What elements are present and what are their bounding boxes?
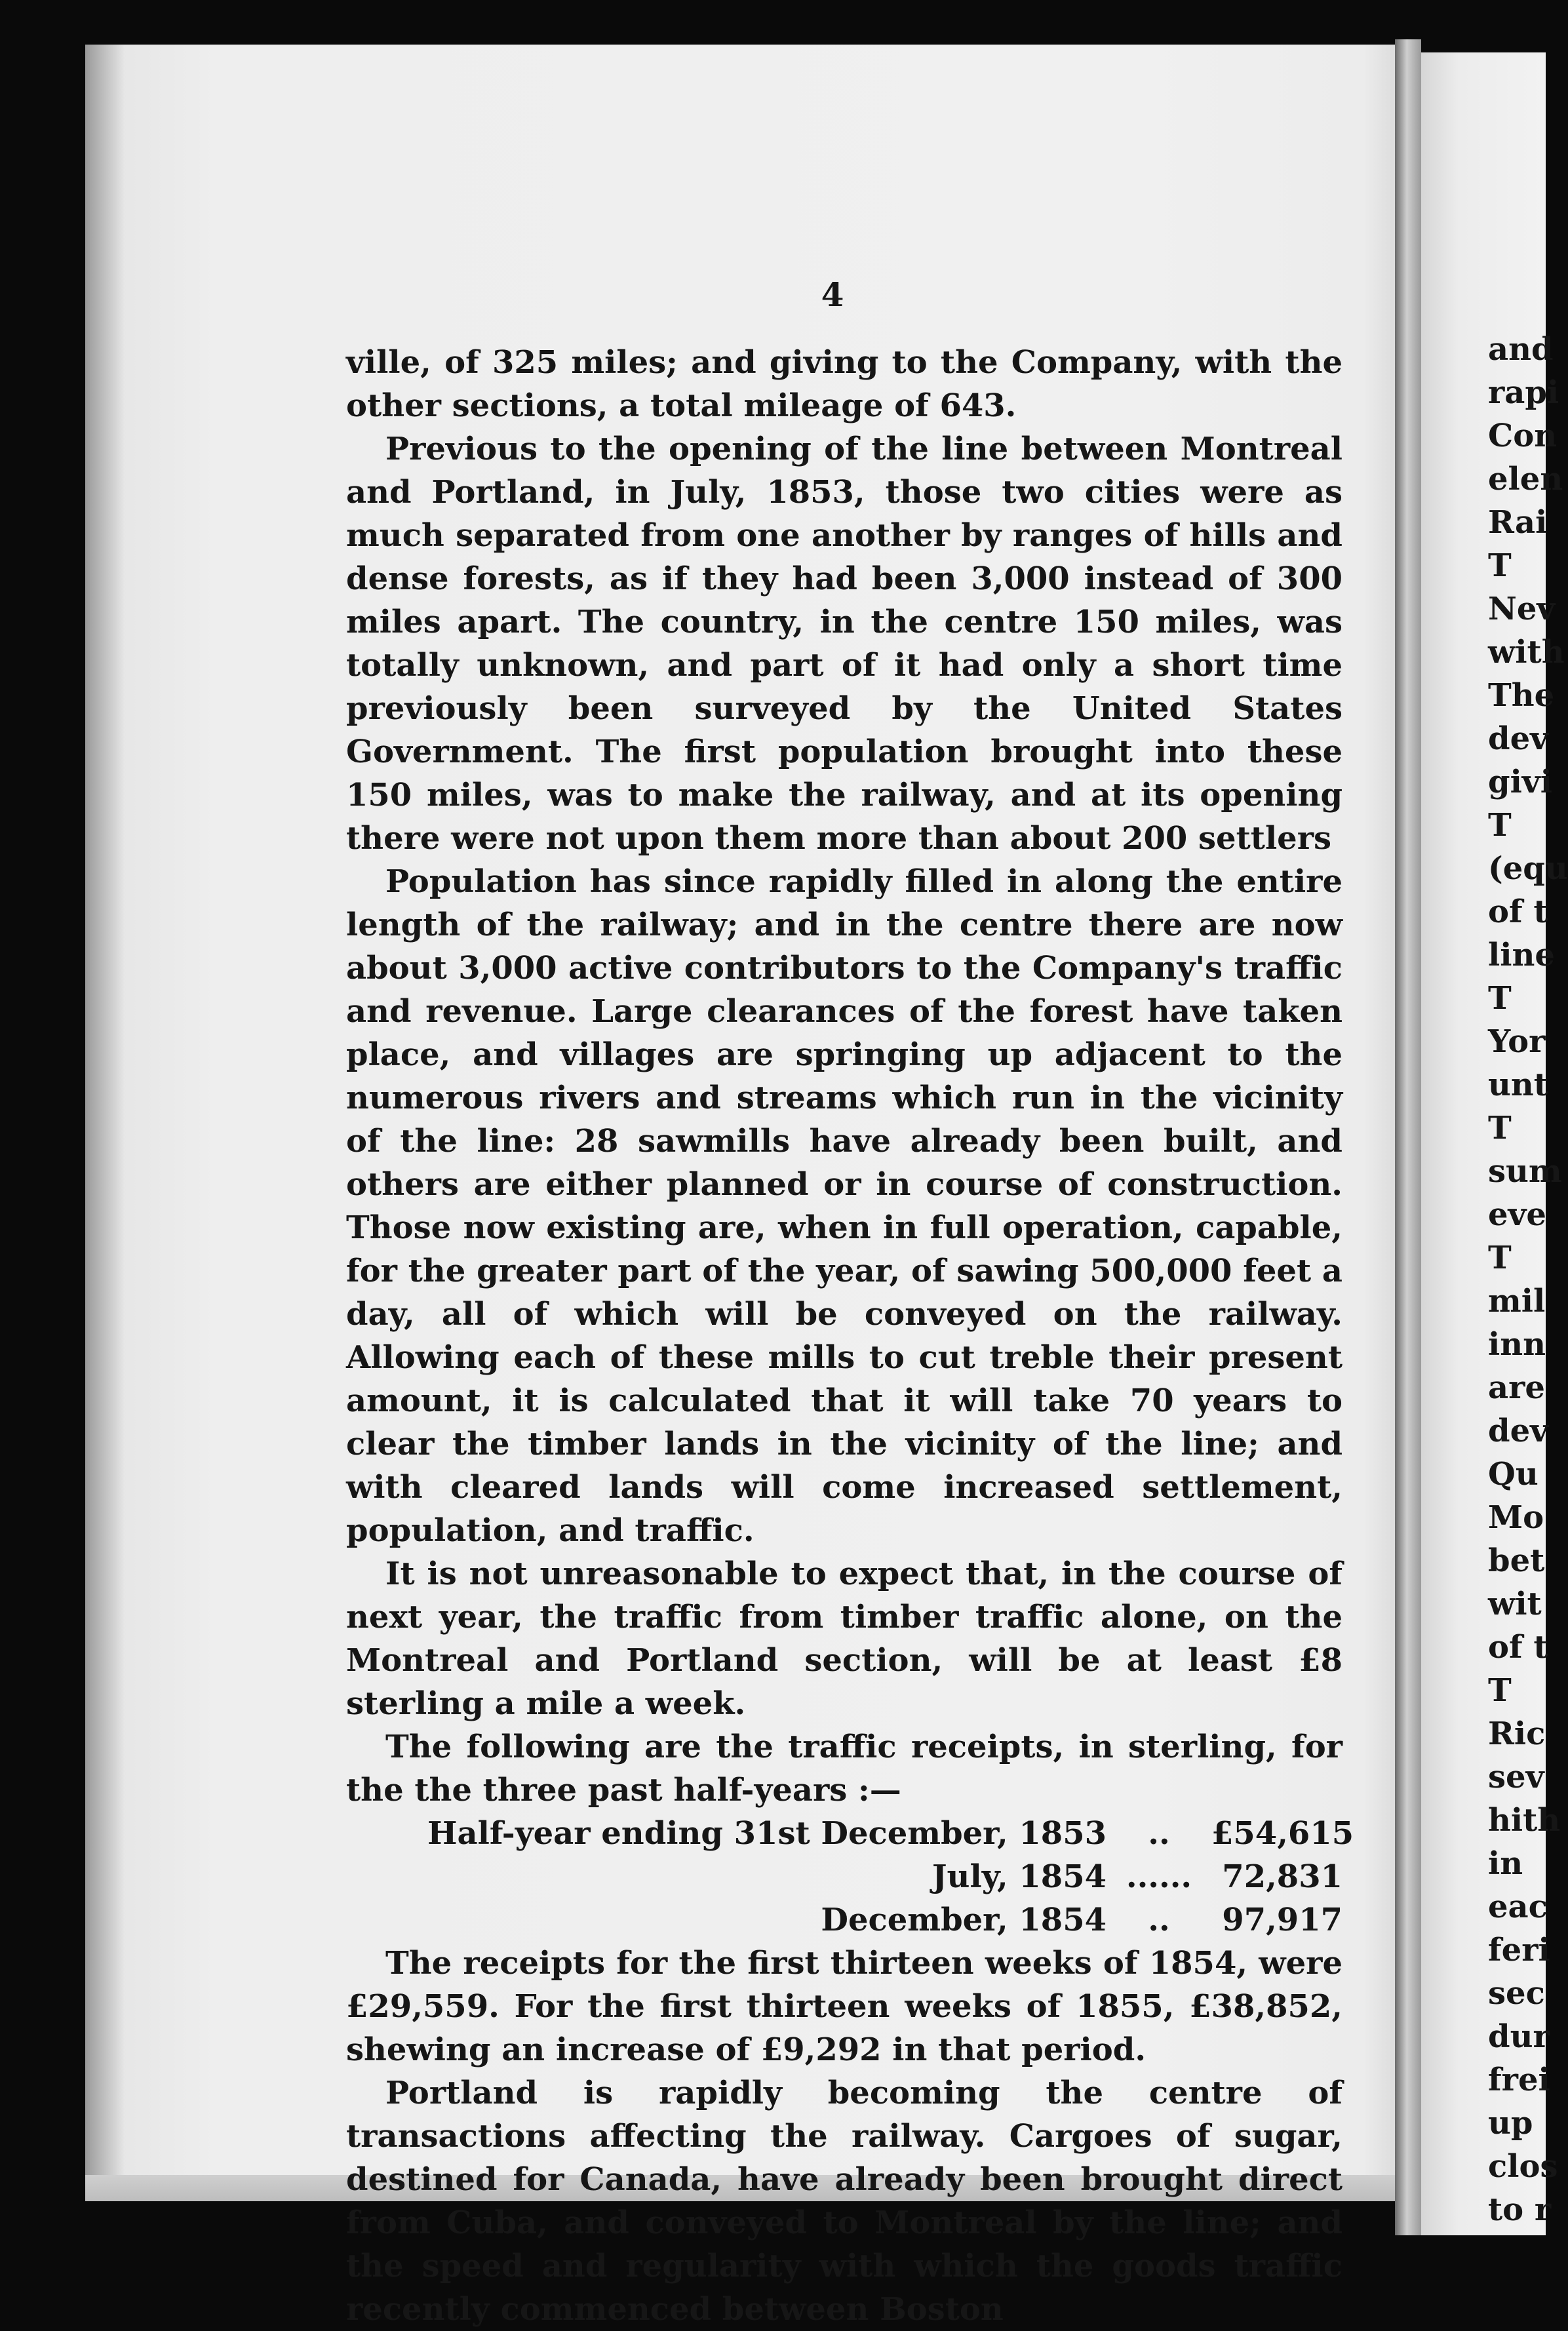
right-page-fragment: The [1488, 677, 1555, 714]
right-page-fragment: of t [1488, 1629, 1548, 1666]
right-page-fragment: sec [1488, 1975, 1545, 2012]
right-page-fragment: feri [1488, 1932, 1550, 1969]
receipts-row [346, 1855, 1343, 1898]
right-page-fragment: hith [1488, 1802, 1561, 1839]
right-page-fragment: are [1488, 1369, 1545, 1406]
right-page-fragment: dev [1488, 1413, 1548, 1449]
right-page-fragment: T [1488, 1672, 1512, 1709]
right-page-fragment: bet [1488, 1542, 1545, 1579]
right-page-fragment: of t [1488, 893, 1548, 930]
paragraph: The following are the traffic receipts, in sterling, for the the three past half-years :— [346, 1729, 1343, 1809]
right-page-fragment: with [1488, 634, 1565, 671]
receipts-row [346, 1812, 1354, 1855]
right-page-fragment: sev [1488, 1759, 1544, 1795]
receipts-amount: 97,917 [1222, 1902, 1343, 1938]
book-gutter [1395, 39, 1421, 2235]
paragraph: Previous to the opening of the line between Montreal and Portland, in July, 1853, those two cities were as much separated from one another by ranges of hills and dense forests, as if they had been 3,000 instead of 300 miles apart. The country, in the centre 150 miles, was totally unknown, and part of it had only a short time previously been surveyed by the United States Government. The first population brought into these 150 miles, was to make the railway, and at its opening there were not upon them more than about 200 settlers [346, 431, 1343, 857]
right-page-fragment: T [1488, 980, 1512, 1017]
right-page-fragment: frei [1488, 2062, 1550, 2098]
right-page-fragment: Con [1488, 418, 1558, 454]
right-page-fragment: dur [1488, 2018, 1550, 2055]
right-page-fragment: unt [1488, 1067, 1548, 1103]
right-page-fragment: Rai [1488, 504, 1548, 541]
receipts-period: December, 1854 [821, 1902, 1107, 1938]
right-page-fragment: clos [1488, 2148, 1558, 2185]
right-page-fragment: rapi [1488, 374, 1559, 411]
paragraph: Portland is rapidly becoming the centre of transactions affecting the railway. Cargoes of sugar, destined for Canada, have already been brought direct from Cuba, and conveyed to Montreal by the line; and the speed and regularity with which the goods traffic recently commenced between Boston [346, 2075, 1343, 2328]
page-number: 4 [821, 275, 844, 314]
right-page-fragment: inn [1488, 1326, 1546, 1363]
right-page-fragment: Qu [1488, 1456, 1539, 1493]
right-page-fragment: elen [1488, 461, 1563, 498]
receipts-amount: £54,615 [1211, 1815, 1354, 1852]
receipts-period: Half-year ending 31st December, 1853 [427, 1815, 1107, 1852]
right-page-fragment: up [1488, 2105, 1533, 2142]
right-page-fragment: eac [1488, 1889, 1548, 1925]
right-page-fragment: dev [1488, 720, 1548, 757]
main-text-column [346, 341, 1354, 2331]
right-page-fragment: givi [1488, 764, 1552, 800]
right-page-fragment: T [1488, 1110, 1512, 1146]
receipts-leader-dots: .. [1148, 1902, 1170, 1938]
right-page-fragment: and [1488, 331, 1554, 368]
right-page-fragment: T [1488, 547, 1512, 584]
right-page-text-fragments [1488, 328, 1567, 2231]
right-page-fragment: Mo [1488, 1499, 1544, 1536]
receipts-leader-dots: ...... [1126, 1858, 1192, 1895]
left-page-edge-shadow [85, 45, 125, 2175]
right-page-fragment: to r [1488, 2191, 1552, 2228]
paragraph-continuation: ville, of 325 miles; and giving to the Company, with the other sections, a total mileage of 643. [346, 344, 1343, 424]
receipts-period: July, 1854 [931, 1858, 1107, 1895]
receipts-leader-dots: .. [1148, 1815, 1170, 1852]
right-page-fragment: Ric [1488, 1715, 1546, 1752]
receipts-row [346, 1898, 1343, 1942]
right-page-fragment: T [1488, 807, 1512, 844]
paragraph: The receipts for the first thirteen weeks of 1854, were £29,559. For the first thirteen weeks of 1855, £38,852, shewing an increase of £9,292 in that period. [346, 1945, 1343, 2068]
right-page-fragment: (equ [1488, 850, 1568, 887]
right-page-fragment: mil [1488, 1283, 1546, 1320]
receipts-amount: 72,831 [1222, 1858, 1343, 1895]
paragraph: Population has since rapidly filled in along the entire length of the railway; and in the centre there are now about 3,000 active contributors to the Company's traffic and revenue. Large clearances of the forest have taken place, and villages are springing up adjacent to the numerous rivers and streams which run in the vicinity of the line: 28 sawmills have already been built, and others are either planned or in course of construction. Those now existing are, when in full operation, capable, for the greater part of the year, of sawing 500,000 feet a day, all of which will be conveyed on the railway. Allowing each of these mills to cut treble their present amount, it is calculated that it will take 70 years to clear the timber lands in the vicinity of the line; and with cleared lands will come increased settlement, population, and traffic. [346, 863, 1343, 1549]
right-page-fragment: line [1488, 937, 1555, 973]
right-page-fragment: T [1488, 1240, 1512, 1276]
paragraph: It is not unreasonable to expect that, in the course of next year, the traffic from timber traffic alone, on the Montreal and Portland section, will be at least £8 sterling a mile a week. [346, 1556, 1343, 1722]
right-page-fragment: Yor [1488, 1023, 1546, 1060]
right-page-fragment: sum [1488, 1153, 1562, 1190]
right-page-fragment: wit [1488, 1586, 1542, 1622]
right-page-fragment: eve [1488, 1196, 1546, 1233]
right-page-fragment: in [1488, 1845, 1523, 1882]
traffic-receipts-table [346, 1812, 1354, 1942]
right-page-fragment: Nev [1488, 591, 1556, 627]
